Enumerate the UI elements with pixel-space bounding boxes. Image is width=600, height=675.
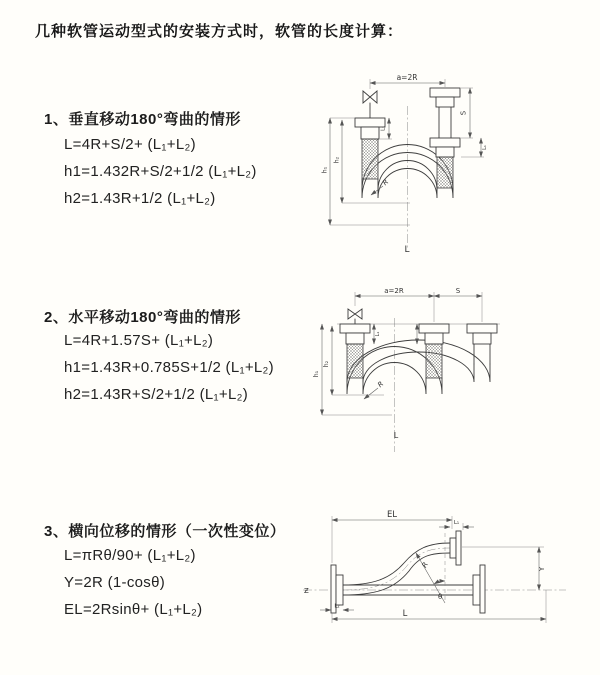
dimension-fitting-top	[439, 520, 474, 530]
right-leg-fittings	[430, 88, 460, 188]
section2-heading: 2、水平移动180°弯曲的情形	[44, 309, 241, 326]
dimension-fitting	[374, 324, 417, 344]
dim-label-h2: h₂	[323, 360, 330, 368]
dim-label-y: Y	[538, 566, 546, 572]
page-title: 几种软管运动型式的安装方式时，软管的长度计算：	[35, 23, 404, 40]
dim-label-fitting-left: L₁	[380, 126, 387, 131]
dim-label-fitting: L₁	[375, 331, 381, 337]
section2-formula-h2: h2=1.43R+S/2+1/2 (L₁+L₂)	[64, 386, 249, 403]
dim-label-theta: θ	[438, 593, 443, 601]
hose-u-bend	[347, 340, 490, 394]
dimension-span	[370, 73, 445, 89]
dim-label-length: L	[402, 609, 408, 619]
dimension-fitting-left	[320, 604, 354, 611]
dim-label-length: L	[404, 245, 410, 255]
braid-section	[362, 139, 378, 179]
section1-heading: 1、垂直移动180°弯曲的情形	[44, 111, 241, 128]
dim-label-radius: R	[381, 177, 391, 188]
dim-label-h2: h₂	[333, 156, 341, 164]
diagram-vertical-travel-180-bend	[315, 70, 585, 260]
dim-label-fitting-left: L₂	[334, 603, 340, 610]
dim-label-h1: h₁	[313, 370, 320, 378]
dimension-fitting-right	[461, 138, 488, 157]
diagram-lateral-displacement	[298, 503, 598, 653]
section2-formula-L: L=4R+1.57S+ (L₁+L₂)	[64, 332, 214, 349]
braid-section	[426, 344, 442, 378]
right-flange-fitting	[467, 324, 497, 364]
section2-formula-h1: h1=1.43R+0.785S+1/2 (L₁+L₂)	[64, 359, 274, 376]
dim-label-length: L	[393, 431, 399, 440]
section1-formula-L: L=4R+S/2+ (L₁+L₂)	[64, 136, 196, 153]
dimension-span	[355, 287, 434, 322]
dim-label-span: a=2R	[396, 73, 418, 82]
dimension-el	[332, 510, 452, 563]
dimension-travel	[434, 287, 482, 322]
dim-label-h1: h₁	[321, 166, 329, 174]
centerline-symbol: Ƶ	[304, 587, 309, 595]
valve-icon	[363, 91, 377, 118]
section3-heading: 3、横向位移的情形（一次性变位）	[44, 523, 286, 540]
dim-label-radius: R	[376, 379, 386, 390]
dim-label-radius: R	[420, 560, 430, 570]
dim-label-fitting-right: L₁	[482, 145, 488, 150]
dim-label-travel: S	[455, 287, 461, 295]
middle-flange-fitting	[419, 324, 449, 378]
section3-formula-EL: EL=2Rsinθ+ (L₁+L₂)	[64, 601, 203, 618]
dim-label-el: EL	[386, 510, 398, 520]
straight-hose-position	[343, 565, 485, 613]
section3-formula-L: L=πRθ/90+ (L₁+L₂)	[64, 547, 196, 564]
radius-leader	[364, 380, 385, 399]
dim-label-span: a=2R	[384, 287, 404, 295]
braid-section	[437, 157, 453, 188]
left-flange-fitting	[340, 324, 370, 378]
dim-label-travel: S	[459, 110, 468, 116]
section1-formula-h2: h2=1.43R+1/2 (L₁+L₂)	[64, 190, 216, 207]
section1-formula-h1: h1=1.432R+S/2+1/2 (L₁+L₂)	[64, 163, 257, 180]
dimension-travel	[460, 88, 474, 138]
dim-label-fitting-top: L₁	[453, 520, 460, 526]
braid-section	[347, 344, 363, 378]
section3-formula-Y: Y=2R (1-cosθ)	[64, 574, 166, 591]
diagram-horizontal-travel-180-bend	[312, 282, 592, 462]
valve-icon	[348, 309, 362, 324]
